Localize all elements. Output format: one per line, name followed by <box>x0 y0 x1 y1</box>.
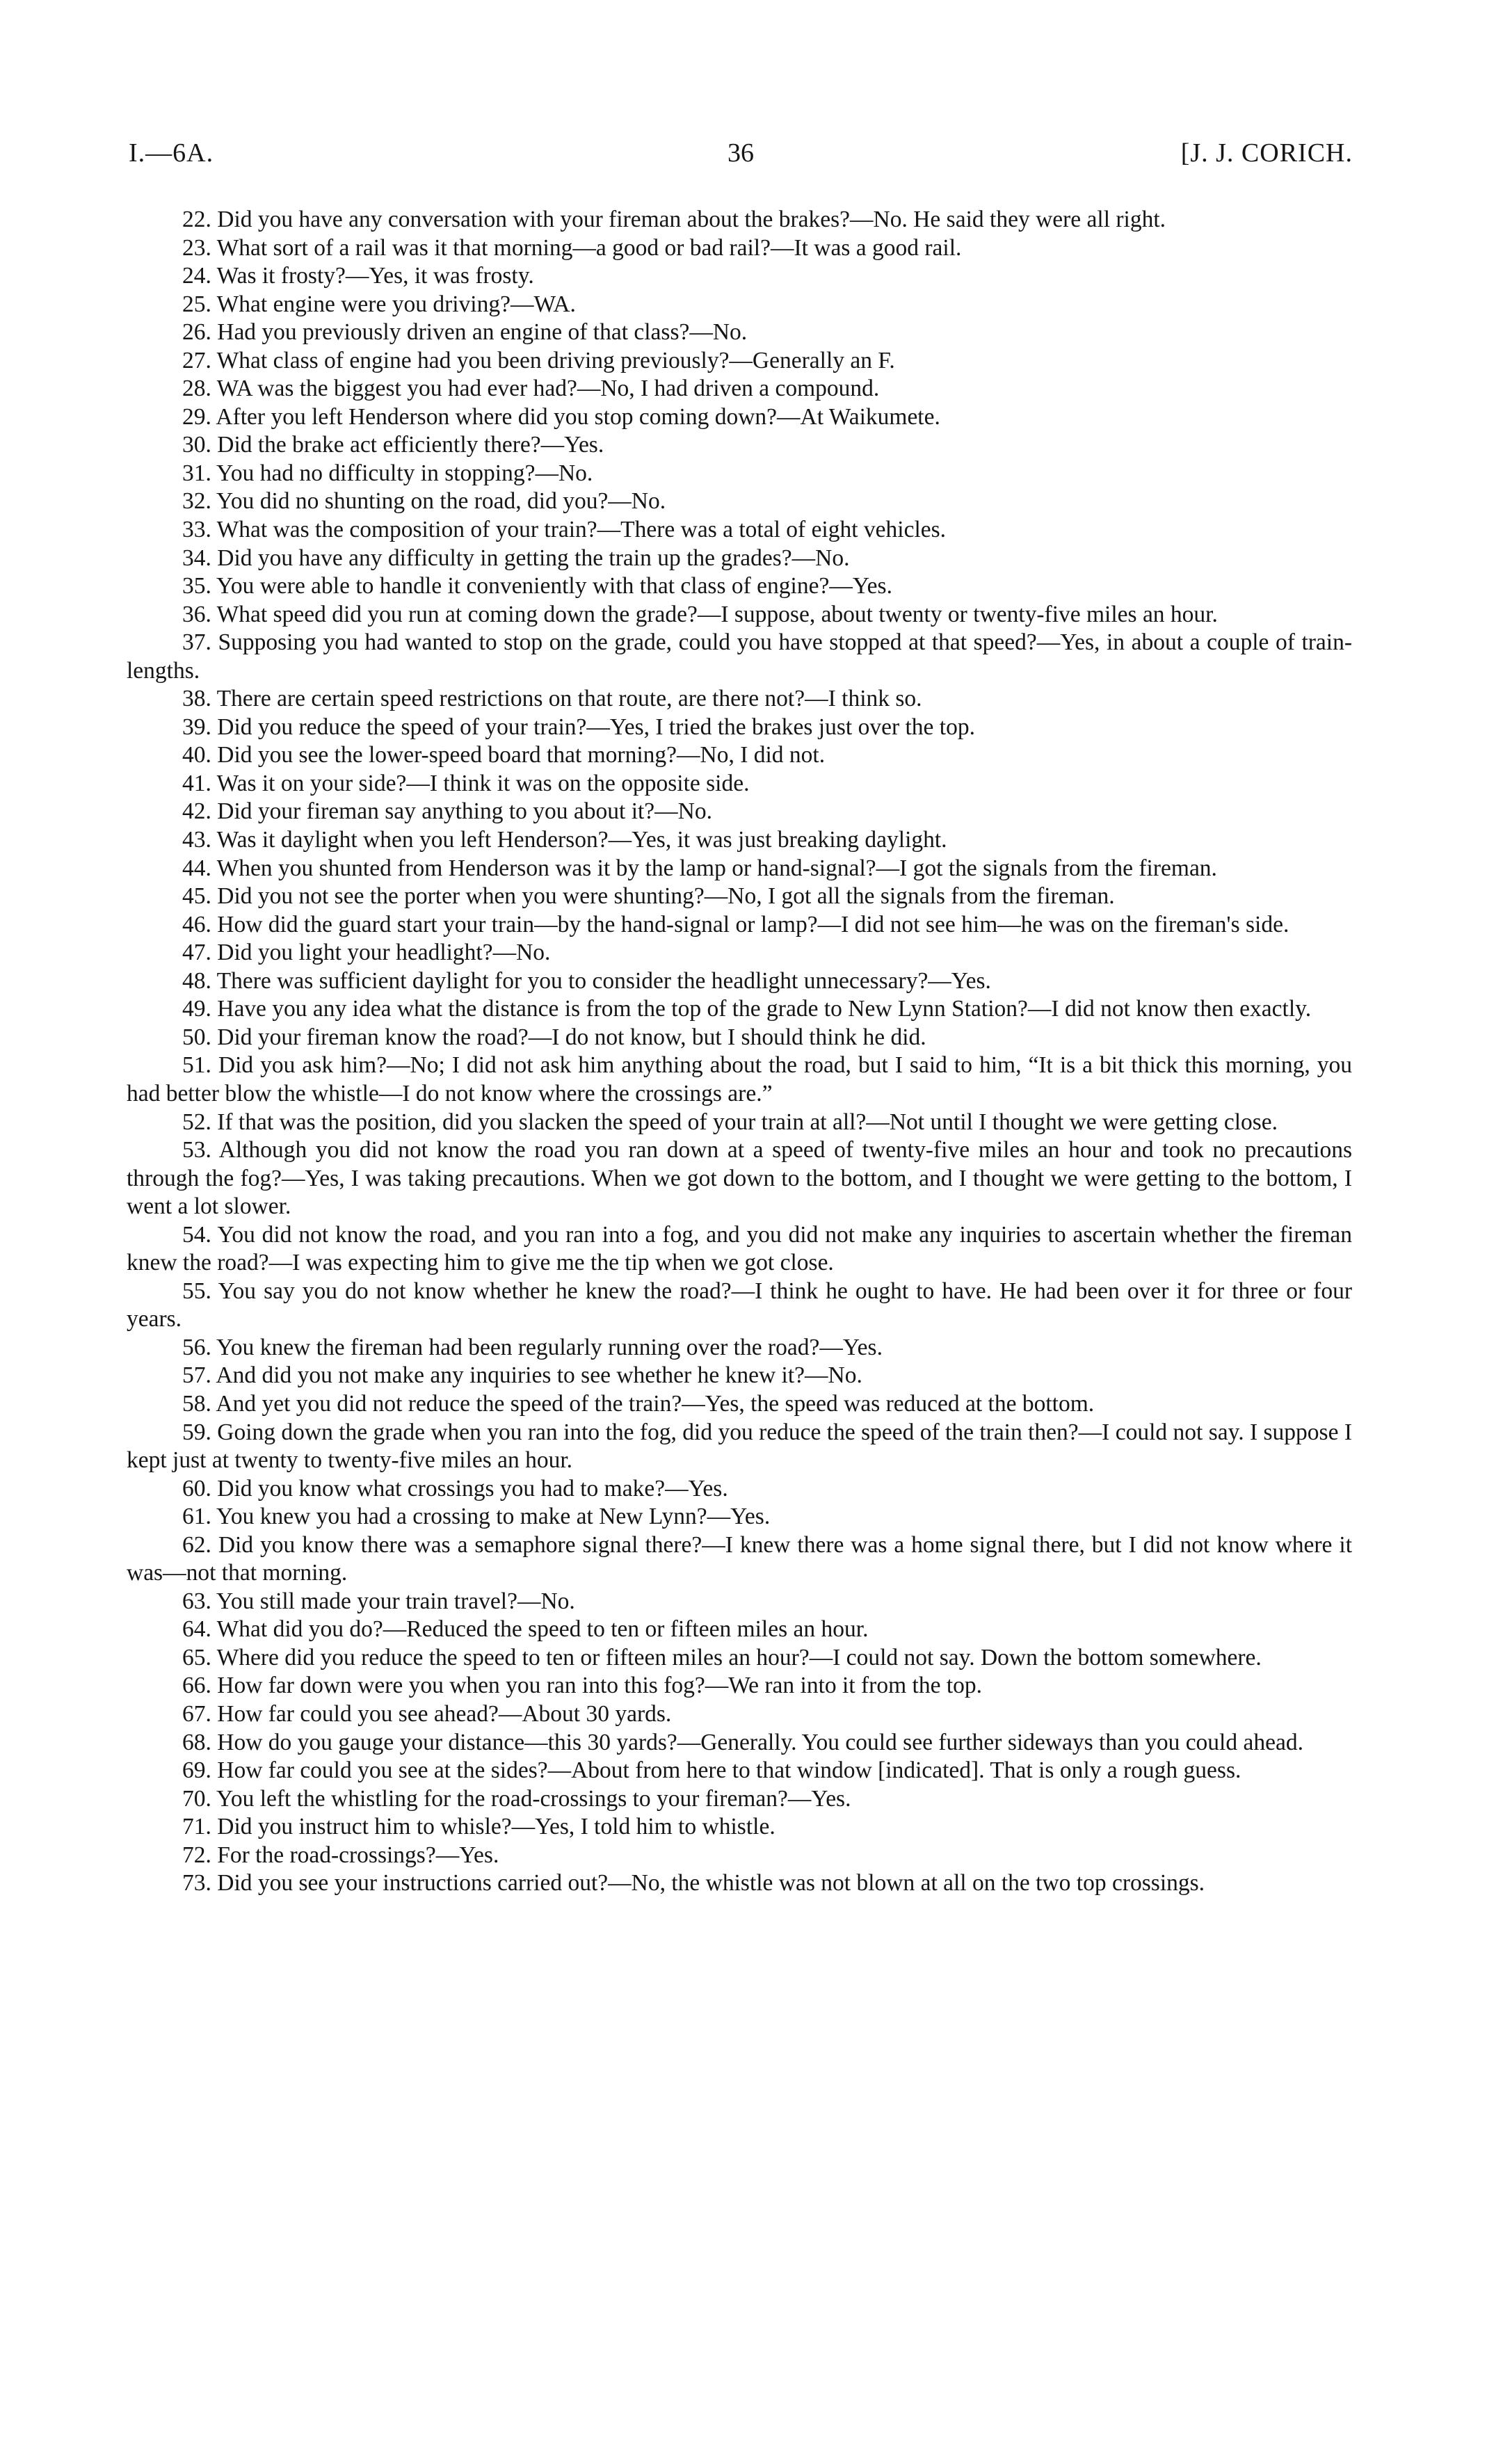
question-answer-entry: 30. Did the brake act efficiently there?—Yes. <box>182 432 604 458</box>
question-answer-entry: 61. You knew you had a crossing to make at New Lynn?—Yes. <box>182 1504 771 1530</box>
question-answer-entry: 36. What speed did you run at coming down the grade?—I suppose, about twenty or twenty-five miles an hour. <box>182 601 1218 627</box>
question-answer-entry: 29. After you left Henderson where did you stop coming down?—At Waikumete. <box>182 403 940 430</box>
question-answer-entry: 73. Did you see your instructions carried out?—No, the whistle was not blown at all on the two top crossings. <box>182 1870 1205 1897</box>
question-answer-entry: 37. Supposing you had wanted to stop on the grade, could you have stopped at that speed?—Yes, in about a couple of train-lengths. <box>127 629 1352 684</box>
question-answer-entry: 43. Was it daylight when you left Henderson?—Yes, it was just breaking daylight. <box>182 827 947 853</box>
page-number: 36 <box>728 138 754 168</box>
question-answer-entry: 65. Where did you reduce the speed to ten or fifteen miles an hour?—I could not say. Down the bottom somewhere. <box>182 1644 1262 1670</box>
question-answer-entry: 57. And did you not make any inquiries to see whether he knew it?—No. <box>182 1362 862 1389</box>
question-answer-entry: 69. How far could you see at the sides?—About from here to that window [indicated]. That is only a rough guess. <box>182 1757 1241 1784</box>
question-answer-entry: 54. You did not know the road, and you ran into a fog, and you did not make any inquiries to ascertain whether the fireman knew the road?—I was expecting him to give me the tip when we got close. <box>127 1221 1352 1276</box>
question-answer-entry: 49. Have you any idea what the distance is from the top of the grade to New Lynn Station?—I did not know then exactly. <box>182 996 1312 1022</box>
question-answer-entry: 35. You were able to handle it conveniently with that class of engine?—Yes. <box>182 573 892 599</box>
question-answer-entry: 31. You had no difficulty in stopping?—No. <box>182 460 593 486</box>
question-answer-entry: 58. And yet you did not reduce the speed of the train?—Yes, the speed was reduced at the bottom. <box>182 1390 1095 1417</box>
question-answer-entry: 44. When you shunted from Henderson was it by the lamp or hand-signal?—I got the signals from the fireman. <box>182 855 1217 881</box>
page-header <box>129 138 1353 179</box>
question-answer-entry: 62. Did you know there was a semaphore signal there?—I knew there was a home signal there, but I did not know where it was—not that morning. <box>127 1531 1352 1586</box>
question-answer-entry: 34. Did you have any difficulty in getting the train up the grades?—No. <box>182 545 850 571</box>
question-answer-entry: 33. What was the composition of your train?—There was a total of eight vehicles. <box>182 517 947 543</box>
question-answer-entry: 71. Did you instruct him to whisle?—Yes, I told him to whistle. <box>182 1814 775 1840</box>
document-reference: I.—6A. <box>129 138 214 168</box>
question-answer-entry: 48. There was sufficient daylight for you to consider the headlight unnecessary?—Yes. <box>182 967 991 994</box>
question-answer-entry: 52. If that was the position, did you slacken the speed of your train at all?—Not until I thought we were getting close. <box>182 1109 1278 1135</box>
question-answer-entry: 26. Had you previously driven an engine of that class?—No. <box>182 319 748 346</box>
question-answer-entry: 40. Did you see the lower-speed board that morning?—No, I did not. <box>182 742 826 768</box>
question-answer-entry: 42. Did your fireman say anything to you about it?—No. <box>182 798 712 825</box>
witness-name: [J. J. CORICH. <box>1180 138 1353 168</box>
question-answer-entry: 25. What engine were you driving?—WA. <box>182 291 576 317</box>
question-answer-entry: 23. What sort of a rail was it that morning—a good or bad rail?—It was a good rail. <box>182 234 962 261</box>
question-answer-entry: 72. For the road-crossings?—Yes. <box>182 1842 499 1868</box>
question-answer-entry: 22. Did you have any conversation with your fireman about the brakes?—No. He said they were all right. <box>182 207 1166 232</box>
question-answer-entry: 47. Did you light your headlight?—No. <box>182 940 551 966</box>
question-answer-entry: 27. What class of engine had you been driving previously?—Generally an F. <box>182 347 895 373</box>
question-answer-entry: 51. Did you ask him?—No; I did not ask him anything about the road, but I said to him, “It is a bit thick this morning, you had better blow the whistle—I do not know where the crossings are.” <box>127 1052 1352 1106</box>
question-answer-entry: 55. You say you do not know whether he knew the road?—I think he ought to have. He had been over it for three or four years. <box>127 1278 1352 1332</box>
question-answer-entry: 41. Was it on your side?—I think it was on the opposite side. <box>182 770 750 796</box>
question-answer-entry: 50. Did your fireman know the road?—I do not know, but I should think he did. <box>182 1024 926 1050</box>
question-answer-entry: 68. How do you gauge your distance—this 30 yards?—Generally. You could see further sideways than you could ahead. <box>182 1729 1303 1755</box>
question-answer-entry: 59. Going down the grade when you ran into the fog, did you reduce the speed of the train then?—I could not say. I suppose I kept just at twenty to twenty-five miles an hour. <box>127 1419 1352 1474</box>
testimony-body <box>127 206 1352 1898</box>
question-answer-entry: 53. Although you did not know the road you ran down at a speed of twenty-five miles an hour and took no precautions through the fog?—Yes, I was taking precautions. When we got down to the bottom, and I thought we were getting to the bottom, I went a lot slower. <box>127 1137 1352 1220</box>
question-answer-entry: 32. You did no shunting on the road, did you?—No. <box>182 488 666 515</box>
question-answer-entry: 60. Did you know what crossings you had to make?—Yes. <box>182 1475 728 1501</box>
question-answer-entry: 24. Was it frosty?—Yes, it was frosty. <box>182 263 534 289</box>
question-answer-entry: 38. There are certain speed restrictions on that route, are there not?—I think so. <box>182 686 922 712</box>
question-answer-entry: 56. You knew the fireman had been regularly running over the road?—Yes. <box>182 1334 883 1360</box>
question-answer-entry: 67. How far could you see ahead?—About 30 yards. <box>182 1700 672 1727</box>
question-answer-entry: 46. How did the guard start your train—by the hand-signal or lamp?—I did not see him—he was on the fireman's side. <box>182 911 1289 937</box>
question-answer-entry: 63. You still made your train travel?—No. <box>182 1588 575 1614</box>
question-answer-entry: 39. Did you reduce the speed of your train?—Yes, I tried the brakes just over the top. <box>182 714 975 740</box>
question-answer-entry: 45. Did you not see the porter when you were shunting?—No, I got all the signals from the fireman. <box>182 883 1115 910</box>
question-answer-entry: 28. WA was the biggest you had ever had?—No, I had driven a compound. <box>182 376 880 402</box>
question-answer-entry: 64. What did you do?—Reduced the speed to ten or fifteen miles an hour. <box>182 1616 869 1643</box>
question-answer-entry: 66. How far down were you when you ran into this fog?—We ran into it from the top. <box>182 1673 983 1699</box>
question-answer-entry: 70. You left the whistling for the road-crossings to your fireman?—Yes. <box>182 1785 851 1812</box>
